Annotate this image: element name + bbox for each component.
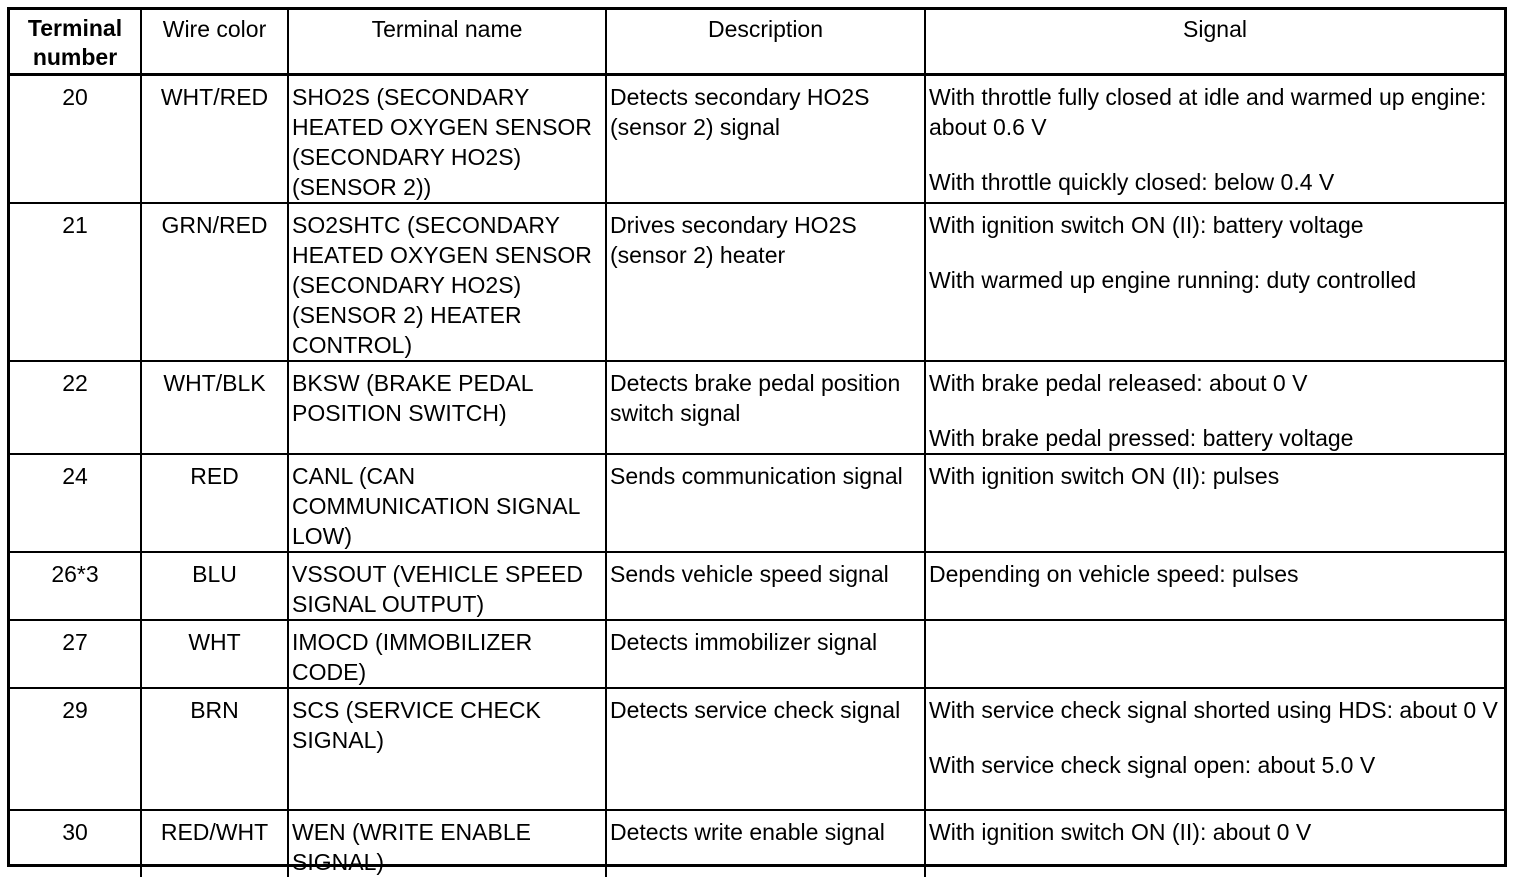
wire-color-cell: BLU [141, 552, 288, 620]
table-body [10, 74, 1504, 877]
terminal-number-cell: 20 [10, 74, 141, 203]
signal-cell [925, 203, 1504, 361]
signal-line: With brake pedal pressed: battery voltage [929, 424, 1354, 451]
terminal-number-cell: 24 [10, 454, 141, 552]
header-terminal-number [10, 10, 141, 74]
signal-line: With ignition switch ON (II): about 0 V [929, 818, 1312, 845]
signal-line: With throttle fully closed at idle and warmed up engine: about 0.6 V [929, 83, 1487, 140]
wire-color-cell: WHT/BLK [141, 361, 288, 454]
signal-line: With warmed up engine running: duty controlled [929, 266, 1417, 293]
terminal-name-cell: WEN (WRITE ENABLE SIGNAL) [288, 810, 606, 877]
wire-color-cell: GRN/RED [141, 203, 288, 361]
table-row [10, 74, 1504, 203]
terminal-number-cell: 26*3 [10, 552, 141, 620]
terminal-name-cell: CANL (CAN COMMUNICATION SIGNAL LOW) [288, 454, 606, 552]
terminal-name-cell: SHO2S (SECONDARY HEATED OXYGEN SENSOR (SECONDARY HO2S) (SENSOR 2)) [288, 74, 606, 203]
description-cell: Detects immobilizer signal [606, 620, 925, 688]
header-signal: Signal [925, 10, 1504, 74]
description-cell: Sends communication signal [606, 454, 925, 552]
terminal-name-cell: SCS (SERVICE CHECK SIGNAL) [288, 688, 606, 810]
signal-cell [925, 688, 1504, 810]
signal-line: Depending on vehicle speed: pulses [929, 560, 1299, 587]
terminal-name-cell: VSSOUT (VEHICLE SPEED SIGNAL OUTPUT) [288, 552, 606, 620]
header-wire-color: Wire color [141, 10, 288, 74]
description-cell: Detects write enable signal [606, 810, 925, 877]
table-row [10, 361, 1504, 454]
table-row [10, 454, 1504, 552]
signal-line: With service check signal open: about 5.0 V [929, 751, 1376, 778]
header-terminal-line1: Terminal [27, 15, 123, 41]
terminal-number-cell: 29 [10, 688, 141, 810]
signal-line: With service check signal shorted using HDS: about 0 V [929, 696, 1498, 723]
terminal-table-frame [7, 7, 1507, 875]
signal-line: With ignition switch ON (II): battery voltage [929, 211, 1364, 238]
wire-color-cell: BRN [141, 688, 288, 810]
wire-color-cell: RED/WHT [141, 810, 288, 877]
terminal-name-cell: BKSW (BRAKE PEDAL POSITION SWITCH) [288, 361, 606, 454]
description-cell: Sends vehicle speed signal [606, 552, 925, 620]
description-cell: Detects brake pedal position switch signal [606, 361, 925, 454]
table-row [10, 620, 1504, 688]
header-description: Description [606, 10, 925, 74]
description-cell: Detects secondary HO2S (sensor 2) signal [606, 74, 925, 203]
wire-color-cell: WHT/RED [141, 74, 288, 203]
signal-cell [925, 552, 1504, 620]
header-row [10, 10, 1504, 74]
terminal-number-cell: 30 [10, 810, 141, 877]
signal-line: With ignition switch ON (II): pulses [929, 462, 1280, 489]
terminal-number-cell: 21 [10, 203, 141, 361]
table-row [10, 203, 1504, 361]
table-row [10, 552, 1504, 620]
header-terminal-line2: number [32, 44, 118, 70]
description-cell: Drives secondary HO2S (sensor 2) heater [606, 203, 925, 361]
terminal-name-cell: IMOCD (IMMOBILIZER CODE) [288, 620, 606, 688]
signal-line: With brake pedal released: about 0 V [929, 369, 1308, 396]
signal-cell [925, 74, 1504, 203]
signal-cell [925, 810, 1504, 877]
signal-cell [925, 454, 1504, 552]
terminal-name-cell: SO2SHTC (SECONDARY HEATED OXYGEN SENSOR (SECONDARY HO2S) (SENSOR 2) HEATER CONTROL) [288, 203, 606, 361]
terminal-table [10, 10, 1504, 877]
signal-cell [925, 620, 1504, 688]
signal-line: With throttle quickly closed: below 0.4 V [929, 168, 1335, 195]
description-cell: Detects service check signal [606, 688, 925, 810]
wire-color-cell: WHT [141, 620, 288, 688]
terminal-number-cell: 27 [10, 620, 141, 688]
table-row [10, 810, 1504, 877]
table-row [10, 688, 1504, 810]
wire-color-cell: RED [141, 454, 288, 552]
header-terminal-name: Terminal name [288, 10, 606, 74]
terminal-number-cell: 22 [10, 361, 141, 454]
signal-cell [925, 361, 1504, 454]
